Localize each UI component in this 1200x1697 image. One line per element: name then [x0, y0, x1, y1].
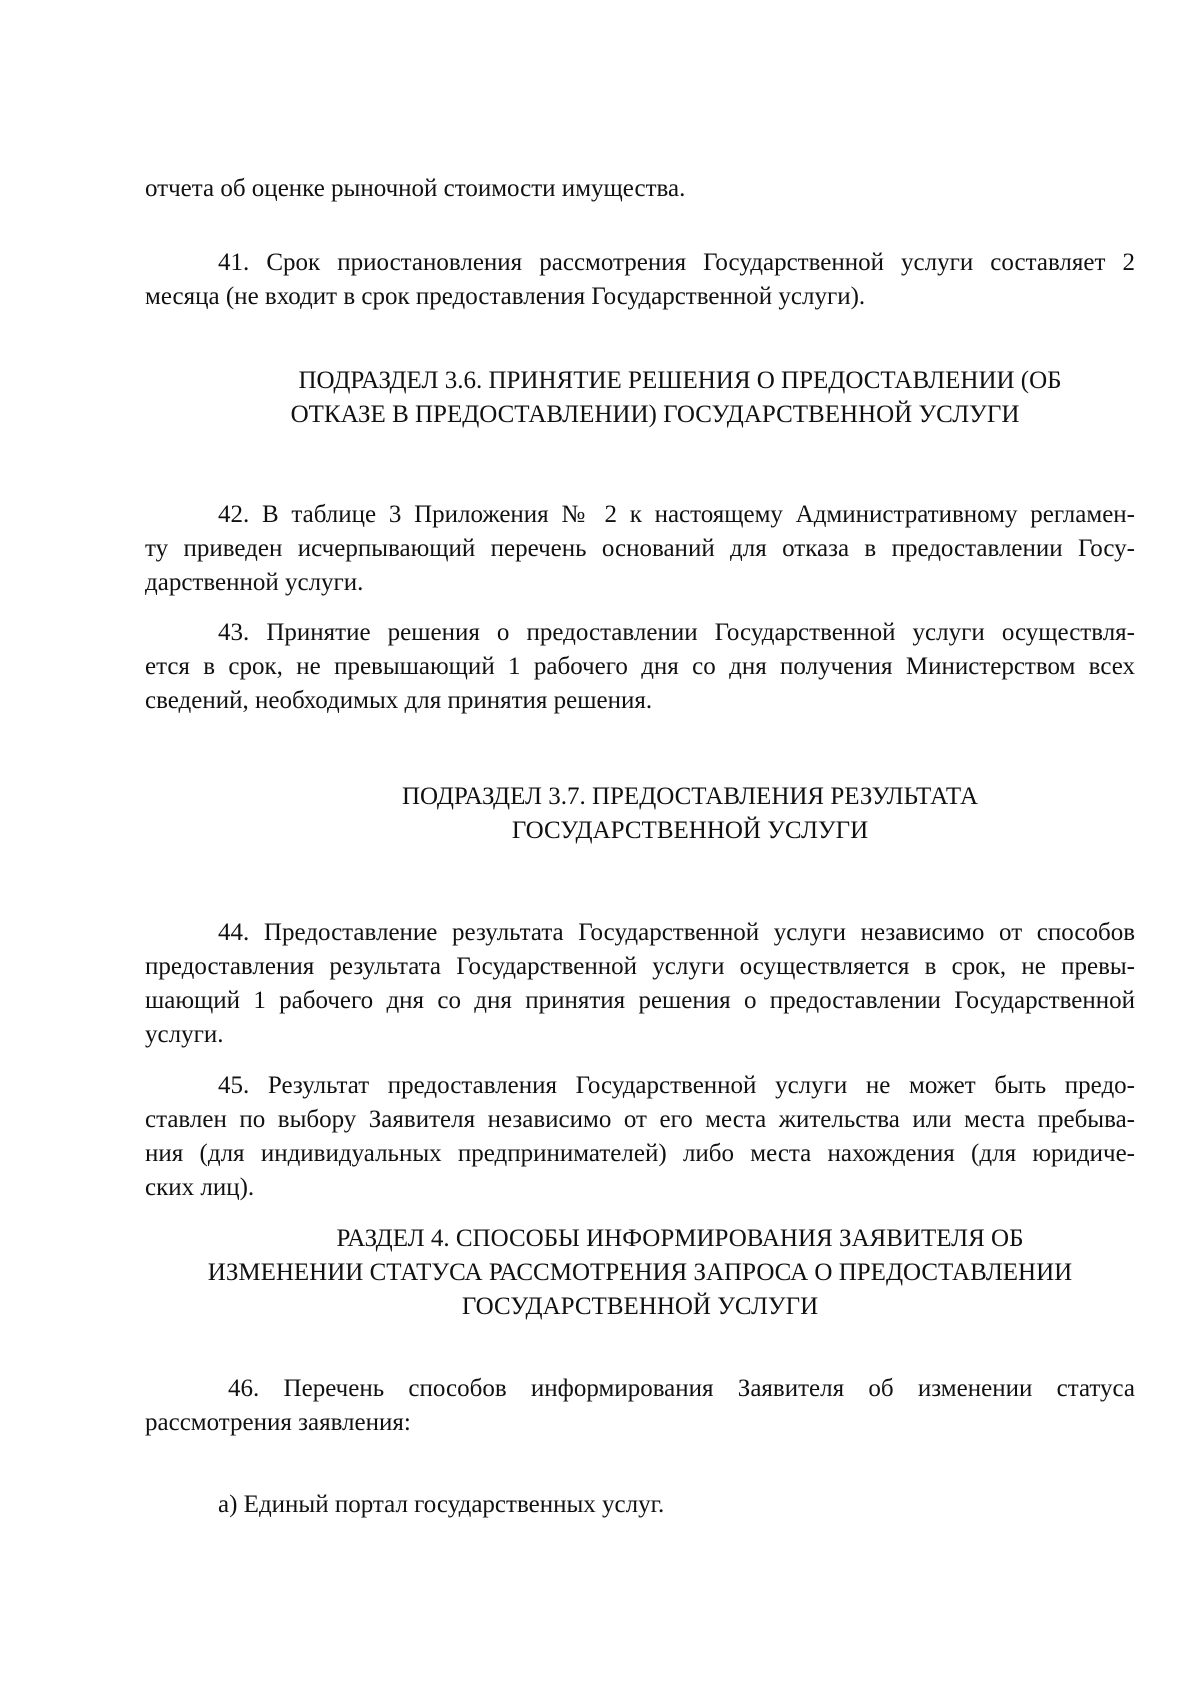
subsection-heading-3-7-line-1: ПОДРАЗДЕЛ 3.7. ПРЕДОСТАВЛЕНИЯ РЕЗУЛЬТАТА	[401, 783, 979, 810]
paragraph-41-line-1: 41. Срок приостановления рассмотрения Государственной услуги составляет 2	[218, 249, 1135, 276]
subsection-heading-3-6-line-2: ОТКАЗЕ В ПРЕДОСТАВЛЕНИИ) ГОСУДАРСТВЕННОЙ УСЛУГИ	[290, 401, 1020, 428]
paragraph-45-line-1: 45. Результат предоставления Государственной услуги не может быть предо-	[218, 1072, 1135, 1099]
paragraph-44-line-4: услуги.	[145, 1021, 224, 1048]
paragraph-43-line-3: сведений, необходимых для принятия решения.	[145, 687, 653, 714]
paragraph-45-line-4: ских лиц).	[145, 1174, 255, 1201]
paragraph-41-line-2: месяца (не входит в срок предоставления Государственной услуги).	[145, 283, 866, 310]
paragraph-42-line-1: 42. В таблице 3 Приложения № 2 к настоящему Административному регламен-	[218, 501, 1135, 528]
text-line: отчета об оценке рыночной стоимости имущества.	[145, 175, 686, 202]
subsection-heading-3-7-line-2: ГОСУДАРСТВЕННОЙ УСЛУГИ	[511, 817, 869, 844]
section-heading-4-line-1: РАЗДЕЛ 4. СПОСОБЫ ИНФОРМИРОВАНИЯ ЗАЯВИТЕЛЯ ОБ	[336, 1225, 1024, 1252]
section-heading-4-line-3: ГОСУДАРСТВЕННОЙ УСЛУГИ	[461, 1293, 819, 1320]
paragraph-45-line-2: ставлен по выбору Заявителя независимо от его места жительства или места пребыва-	[145, 1106, 1135, 1133]
paragraph-43-line-1: 43. Принятие решения о предоставлении Государственной услуги осуществля-	[218, 619, 1135, 646]
paragraph-42-line-2: ту приведен исчерпывающий перечень оснований для отказа в предоставлении Госу-	[145, 535, 1135, 562]
subsection-heading-3-6-line-1: ПОДРАЗДЕЛ 3.6. ПРИНЯТИЕ РЕШЕНИЯ О ПРЕДОСТАВЛЕНИИ (ОБ	[298, 367, 1062, 394]
paragraph-44-line-3: шающий 1 рабочего дня со дня принятия решения о предоставлении Государственной	[145, 987, 1135, 1014]
paragraph-42-line-3: дарственной услуги.	[145, 569, 364, 596]
paragraph-46-line-2: рассмотрения заявления:	[145, 1409, 411, 1436]
paragraph-44-line-2: предоставления результата Государственной услуги осуществляется в срок, не превы-	[145, 953, 1135, 980]
section-heading-4-line-2: ИЗМЕНЕНИИ СТАТУСА РАССМОТРЕНИЯ ЗАПРОСА О ПРЕДОСТАВЛЕНИИ	[207, 1259, 1073, 1286]
paragraph-44-line-1: 44. Предоставление результата Государственной услуги независимо от способов	[218, 919, 1135, 946]
paragraph-46-line-1: 46. Перечень способов информирования Заявителя об изменении статуса	[228, 1375, 1135, 1402]
list-item-a: а) Единый портал государственных услуг.	[218, 1491, 665, 1518]
paragraph-43-line-2: ется в срок, не превышающий 1 рабочего дня со дня получения Министерством всех	[145, 653, 1135, 680]
paragraph-45-line-3: ния (для индивидуальных предпринимателей) либо места нахождения (для юридиче-	[145, 1140, 1135, 1167]
